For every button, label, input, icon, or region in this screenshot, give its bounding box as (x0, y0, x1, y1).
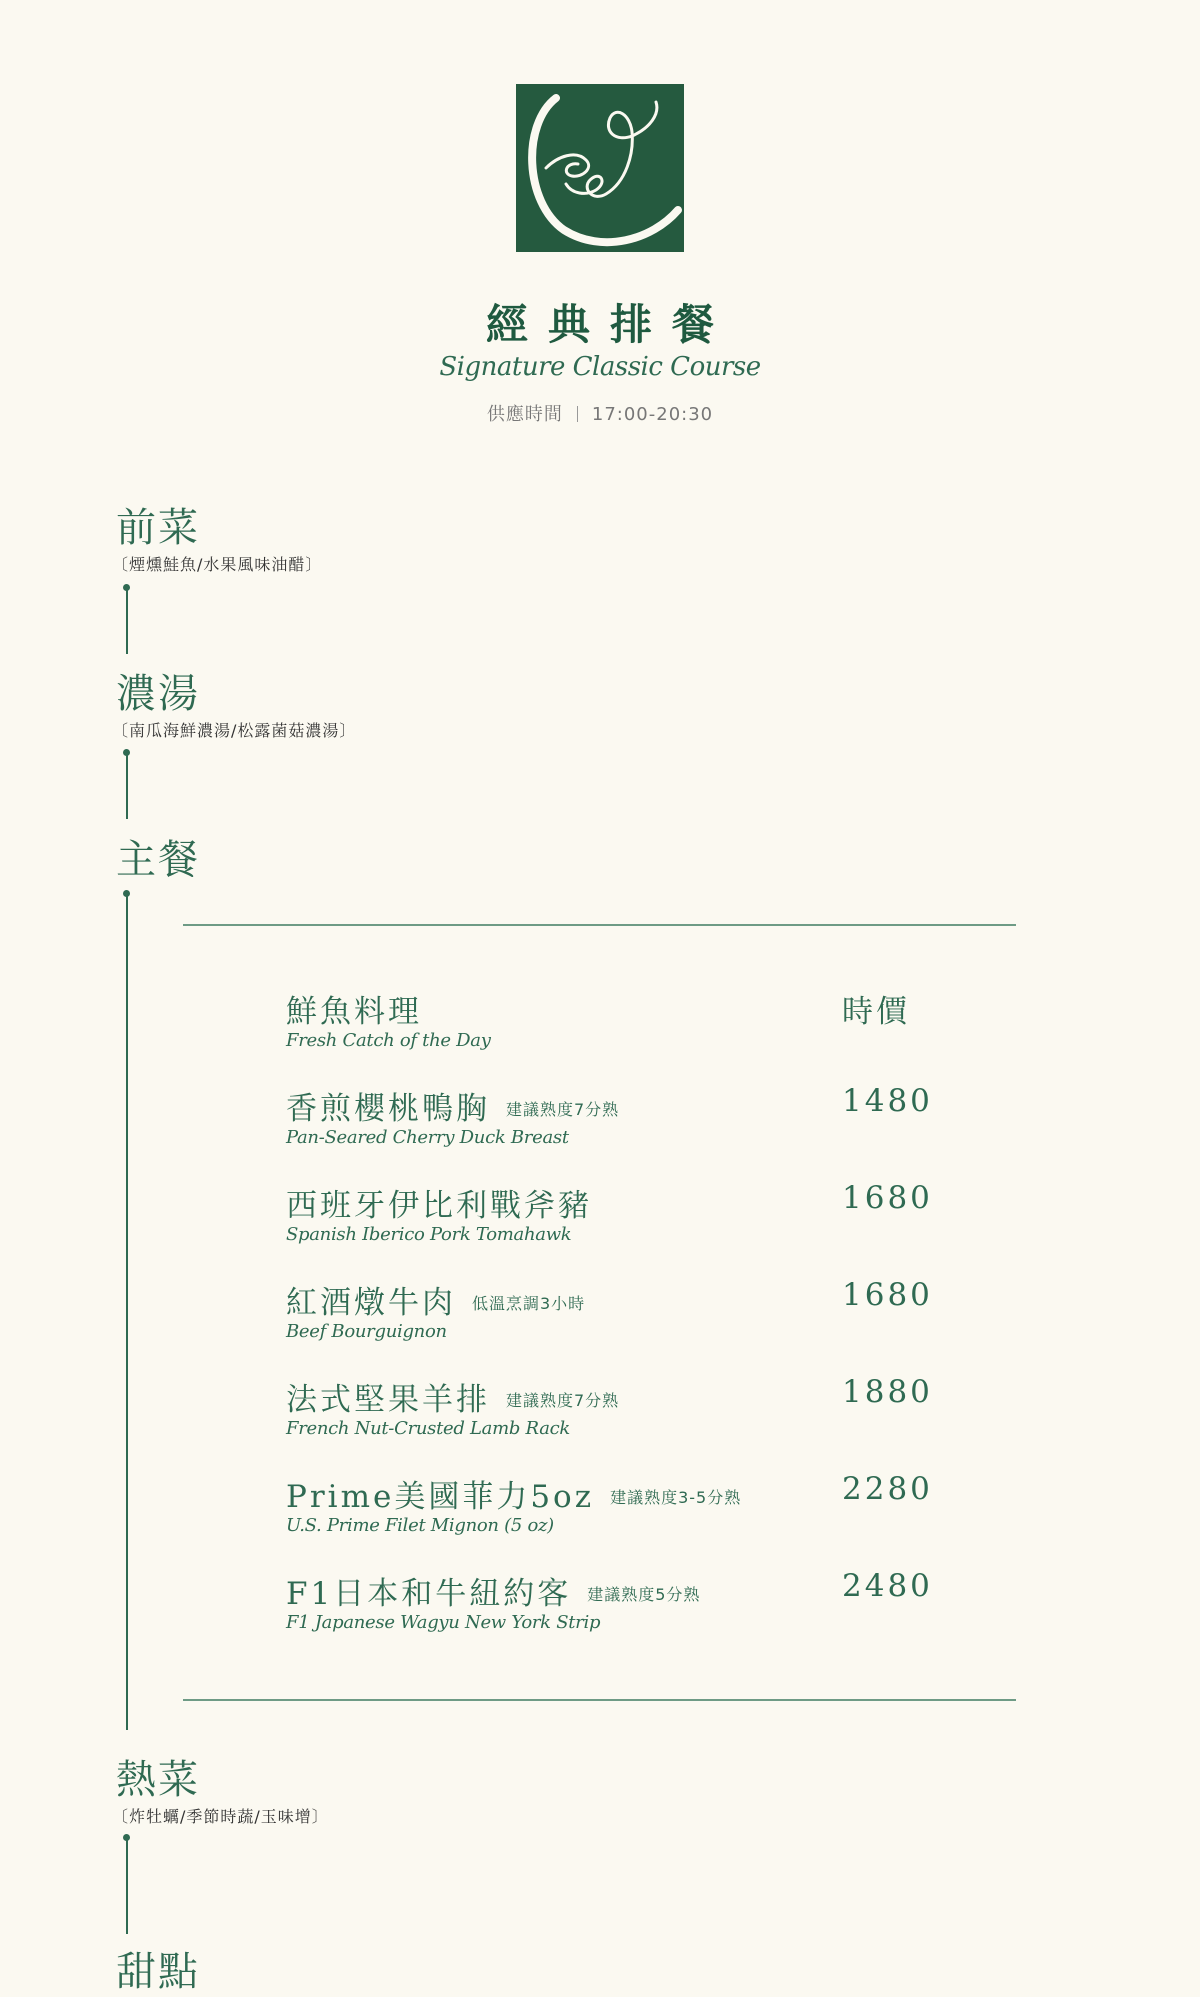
dish-note: 建議熟度5分熟 (587, 1585, 701, 1604)
hours-label: 供應時間 (486, 404, 563, 425)
dish-price: 1880 (842, 1374, 933, 1410)
restaurant-logo-icon (516, 84, 684, 252)
dish-english-name: Fresh Catch of the Day (286, 1030, 491, 1051)
dish-note: 建議熟度3-5分熟 (610, 1488, 742, 1507)
dish-english-name: U.S. Prime Filet Mignon (5 oz) (286, 1515, 554, 1536)
dish-english-name: Pan-Seared Cherry Duck Breast (286, 1127, 569, 1148)
main-bottom-divider (183, 1699, 1016, 1701)
dish-price: 2280 (842, 1471, 933, 1507)
dish-price: 2480 (842, 1568, 933, 1604)
course-desc-appetizer: 〔煙燻鮭魚/水果風味油醋〕 (112, 555, 323, 574)
course-desc-hot: 〔炸牡蠣/季節時蔬/玉味增〕 (112, 1807, 329, 1826)
dish-name: 鮮魚料理 (286, 994, 422, 1030)
timeline-line (126, 894, 128, 1730)
dish-name: F1日本和牛紐約客 建議熟度5分熟 (286, 1576, 701, 1612)
timeline-line (126, 1838, 128, 1934)
dish-name: 西班牙伊比利戰斧豬 (286, 1188, 592, 1224)
dish-price: 1680 (842, 1277, 933, 1313)
course-title-hot: 熱菜 (116, 1757, 200, 1803)
dish-price: 1480 (842, 1083, 933, 1119)
service-hours (0, 400, 1200, 426)
dish-price: 時價 (842, 994, 910, 1030)
dish-name: Prime美國菲力5oz 建議熟度3-5分熟 (286, 1479, 742, 1515)
dish-english-name: French Nut-Crusted Lamb Rack (286, 1418, 571, 1439)
hours-value: 17:00-20:30 (591, 404, 714, 425)
course-title-dessert: 甜點 (116, 1949, 200, 1995)
course-title-soup: 濃湯 (116, 671, 200, 717)
timeline-line (126, 753, 128, 819)
dish-english-name: F1 Japanese Wagyu New York Strip (286, 1612, 601, 1633)
dish-name: 香煎櫻桃鴨胸 建議熟度7分熟 (286, 1091, 620, 1127)
menu-subtitle: Signature Classic Course (439, 352, 761, 382)
main-top-divider (183, 924, 1016, 926)
timeline-line (126, 588, 128, 654)
dish-english-name: Beef Bourguignon (286, 1321, 447, 1342)
dish-english-name: Spanish Iberico Pork Tomahawk (286, 1224, 572, 1245)
dish-price: 1680 (842, 1180, 933, 1216)
dish-name: 紅酒燉牛肉 低溫烹調3小時 (286, 1285, 586, 1321)
course-desc-soup: 〔南瓜海鮮濃湯/松露菌菇濃湯〕 (112, 721, 357, 740)
dish-note: 低溫烹調3小時 (472, 1294, 586, 1313)
course-title-main: 主餐 (116, 837, 200, 883)
menu-title: 經典排餐 (485, 300, 734, 349)
course-title-appetizer: 前菜 (116, 505, 200, 551)
dish-note: 建議熟度7分熟 (506, 1391, 620, 1410)
dish-name: 法式堅果羊排 建議熟度7分熟 (286, 1382, 620, 1418)
dish-note: 建議熟度7分熟 (506, 1100, 620, 1119)
divider (577, 406, 578, 422)
